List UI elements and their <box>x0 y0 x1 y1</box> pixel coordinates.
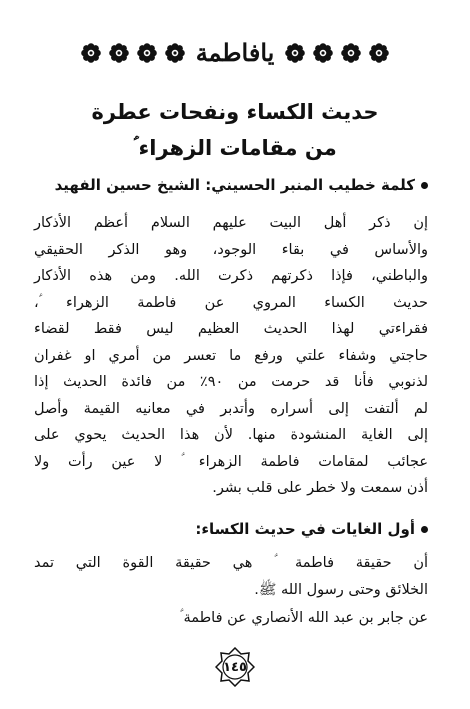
flower-ornament-icon <box>164 42 186 64</box>
text-line: لذنوبي فأنا قد حرمت من ٩٠٪ من فائدة الحديث إذا <box>34 374 428 390</box>
text-line: عجائب لمقامات فاطمة الزهراء ؑ لا عين رأت ولا <box>34 453 428 470</box>
paragraph-3 <box>34 605 428 632</box>
text-line: إلى الغاية المنشودة منها. لأن هذا الحديث يحوي على <box>34 427 428 443</box>
section-heading-2: أول الغايات في حديث الكساء: <box>195 520 428 538</box>
flower-ornament-icon <box>340 42 362 64</box>
text-line: فقراءتي لهذا الحديث العظيم ليس فقط لقضاء <box>34 321 428 337</box>
bullet-icon <box>421 526 428 533</box>
flower-row-left <box>284 42 390 64</box>
text-line: والباطني، فإذا ذكرتهم ذكرت الله. ومن هذه الأذكار <box>34 268 428 284</box>
flower-ornament-icon <box>312 42 334 64</box>
page-number: ١٤٥ <box>223 659 247 675</box>
text-line: حديث الكساء المروي عن فاطمة الزهراء ؑ، <box>34 294 428 311</box>
paragraph-2 <box>34 550 428 603</box>
paragraph-1 <box>34 210 428 502</box>
flower-row-right <box>80 42 186 64</box>
text-line: لم ألتفت إلى أسراره وأتدبر في معانيه القيمة وأصل <box>34 400 428 417</box>
section-heading-1: كلمة خطيب المنبر الحسيني: الشيخ حسين الفهيد <box>55 176 428 194</box>
text-line: عن جابر بن عبد الله الأنصاري عن فاطمة ؑ <box>179 610 428 626</box>
text-line: أذن سمعت ولا خطر على قلب بشر. <box>212 480 428 496</box>
flower-ornament-icon <box>136 42 158 64</box>
text-line: والأساس في بقاء الوجود، وهو الذكر الحقيقي <box>34 241 428 258</box>
page-number-badge <box>215 647 255 687</box>
logo: يافاطمة <box>195 38 275 67</box>
text-line: حاجتي وشفاء علتي ورفع ما تعسر من أمري او غفران <box>34 347 428 364</box>
flower-ornament-icon <box>368 42 390 64</box>
text-line: أن حقيقة فاطمة ؑ هي حقيقة القوة التي تمد <box>34 555 428 571</box>
flower-ornament-icon <box>108 42 130 64</box>
text-line: إن ذكر أهل البيت عليهم السلام أعظم الأذكار <box>34 215 428 231</box>
chapter-subtitle: من مقامات الزهراء ؑ <box>133 136 337 160</box>
chapter-title: حديث الكساء ونفحات عطرة <box>91 100 379 124</box>
flower-ornament-icon <box>80 42 102 64</box>
flower-ornament-icon <box>284 42 306 64</box>
bullet-icon <box>421 182 428 189</box>
text-line: الخلائق وحتى رسول الله ﷺ. <box>254 581 428 598</box>
header-ornament <box>0 28 470 78</box>
